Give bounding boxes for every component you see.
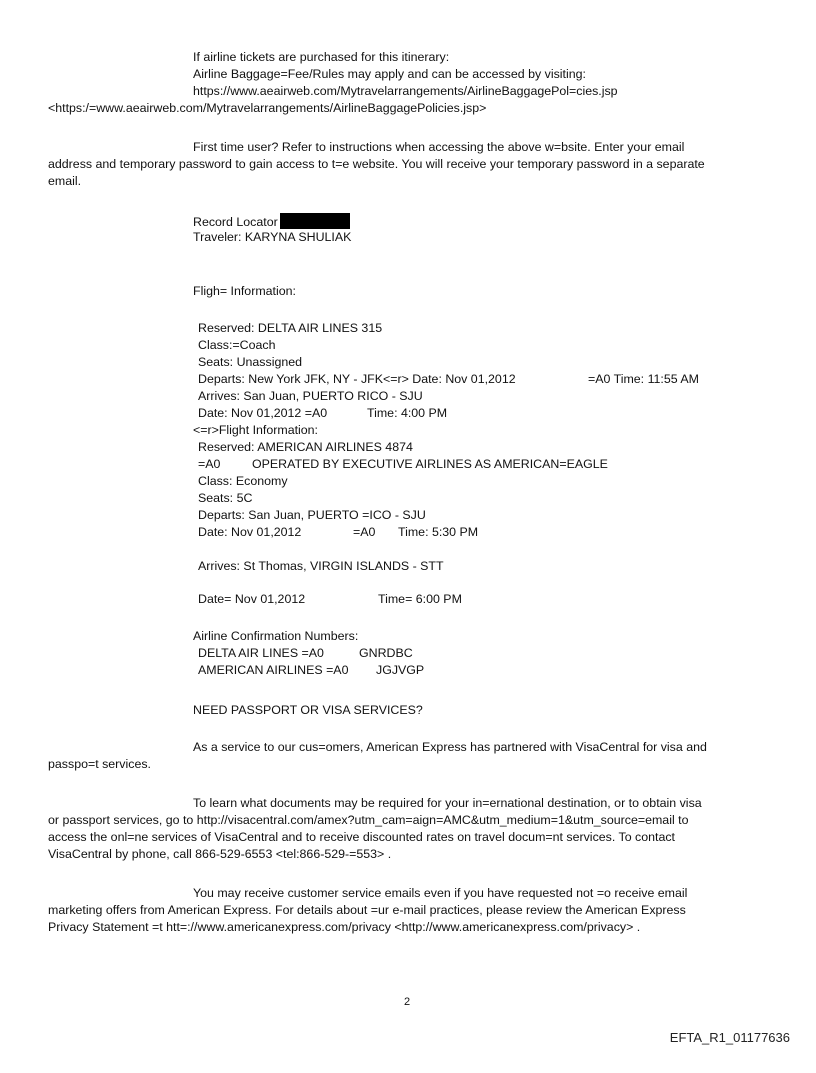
passport-p1-line2-p: p bbox=[48, 757, 55, 771]
flight1-departs: Departs: New York JFK, NY - JFK<=r> Date: Nov 01,2012 bbox=[198, 372, 516, 386]
passport-p1-line2 bbox=[48, 757, 151, 772]
confirmations-heading: Airline Confirmation Numbers: bbox=[193, 629, 359, 643]
flight2-date-mid: =A0 bbox=[353, 525, 376, 539]
passport-heading: NEED PASSPORT OR VISA SERVICES? bbox=[193, 703, 423, 717]
traveler: Traveler: KARYNA SHULIAK bbox=[193, 230, 352, 244]
first-time-line-2: address and temporary password to gain access to t=e website. You will receive your temporary password in a separate bbox=[48, 157, 705, 171]
record-locator-label: Record Locator bbox=[193, 215, 278, 229]
footer-id: EFTA_R1_01177636 bbox=[669, 1030, 790, 1045]
flight1-arrives: Arrives: San Juan, PUERTO RICO - SJU bbox=[198, 389, 423, 403]
privacy-line2: marketing offers from American Express. For details about =ur e-mail practices, please review the American Express bbox=[48, 903, 686, 917]
flight1-seats: Seats: Unassigned bbox=[198, 355, 303, 369]
passport-p2-line4: VisaCentral by phone, call 866-529-6553 <tel:866-529-=553> . bbox=[48, 847, 392, 861]
flight2-time: Time: 5:30 PM bbox=[398, 525, 479, 539]
flight-heading: Fligh= Information: bbox=[193, 284, 296, 298]
redaction-box bbox=[280, 213, 350, 229]
passport-p1-line1: As a service to our cus=omers, American Express has partnered with VisaCentral for visa and bbox=[193, 740, 707, 754]
flight2-heading: <=r>Flight Information: bbox=[193, 423, 319, 437]
baggage-link-alt[interactable]: <https:/=www.aeairweb.com/Mytravelarrangements/AirlineBaggagePolicies.jsp> bbox=[48, 101, 487, 115]
first-time-line-1: First time user? Refer to instructions when accessing the above w=bsite. Enter your email bbox=[193, 140, 685, 154]
passport-p1-line2-rest: asspo=t services. bbox=[54, 757, 151, 771]
flight2-reserved: Reserved: AMERICAN AIRLINES 4874 bbox=[198, 440, 413, 454]
aa-code: JGJVGP bbox=[376, 663, 425, 677]
baggage-line-1: If airline tickets are purchased for this itinerary: bbox=[193, 50, 450, 64]
privacy-line1: You may receive customer service emails even if you have requested not =o receive email bbox=[193, 886, 688, 900]
flight1-reserved: Reserved: DELTA AIR LINES 315 bbox=[198, 321, 383, 335]
flight2-operated: OPERATED BY EXECUTIVE AIRLINES AS AMERICAN=EAGLE bbox=[252, 457, 608, 471]
privacy-line3: Privacy Statement =t htt=://www.americanexpress.com/privacy <http://www.americanexpress.com/privacy> . bbox=[48, 920, 641, 934]
flight2-class: Class: Economy bbox=[198, 474, 288, 488]
passport-p2-line1: To learn what documents may be required for your in=ernational destination, or to obtain visa bbox=[193, 796, 702, 810]
flight2-arr-date: Date= Nov 01,2012 bbox=[198, 592, 306, 606]
passport-p2-line3: access the onl=ne services of VisaCentral and to receive discounted rates on travel docum=nt services. To contact bbox=[48, 830, 675, 844]
flight2-arr-time: Time= 6:00 PM bbox=[378, 592, 462, 606]
passport-p2-line2: or passport services, go to http://visacentral.com/amex?utm_cam=aign=AMC&utm_medium=1&utm_source=email to bbox=[48, 813, 689, 827]
delta-code: GNRDBC bbox=[359, 646, 413, 660]
delta-label: DELTA AIR LINES =A0 bbox=[198, 646, 324, 660]
flight2-date: Date: Nov 01,2012 bbox=[198, 525, 302, 539]
baggage-line-2: Airline Baggage=Fee/Rules may apply and can be accessed by visiting: bbox=[193, 67, 586, 81]
flight2-arrives: Arrives: St Thomas, VIRGIN ISLANDS - STT bbox=[198, 559, 444, 573]
page-number: 2 bbox=[404, 996, 411, 1008]
flight1-date: Date: Nov 01,2012 =A0 bbox=[198, 406, 328, 420]
flight2-operated-prefix: =A0 bbox=[198, 457, 221, 471]
first-time-line-3: email. bbox=[48, 174, 82, 188]
flight2-seats: Seats: 5C bbox=[198, 491, 253, 505]
flight1-time: Time: 4:00 PM bbox=[367, 406, 448, 420]
flight1-class: Class:=Coach bbox=[198, 338, 276, 352]
record-locator bbox=[193, 213, 350, 230]
flight1-departs-time: =A0 Time: 11:55 AM bbox=[588, 372, 699, 386]
aa-label: AMERICAN AIRLINES =A0 bbox=[198, 663, 349, 677]
baggage-link[interactable]: https://www.aeairweb.com/Mytravelarrangements/AirlineBaggagePol=cies.jsp bbox=[193, 84, 618, 98]
flight2-departs: Departs: San Juan, PUERTO =ICO - SJU bbox=[198, 508, 426, 522]
